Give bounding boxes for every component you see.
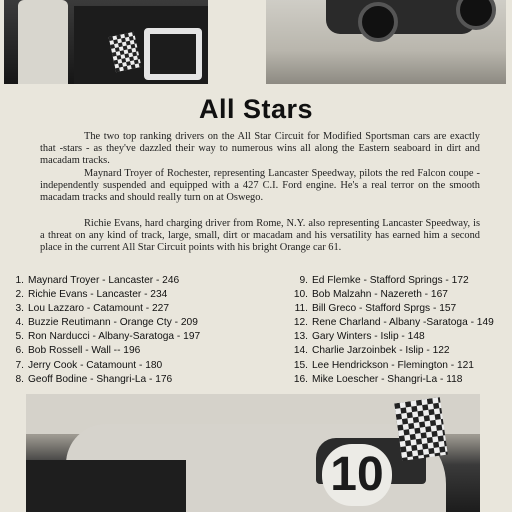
standings-row: 5. Ron Narducci - Albany-Saratoga - 197: [15, 331, 201, 343]
article-paragraph: Richie Evans, hard charging driver from Rome, N.Y. also representing Lancaster Speedway, is a threat on any kind of track, large, small, dirt or macadam and his versatility has earned him a second place in the current All Star Circuit points with his bright Orange car 61.: [40, 218, 480, 254]
standings-row: 12. Rene Charland - Albany -Saratoga - 149: [293, 317, 494, 329]
standings-row: 7. Jerry Cook - Catamount - 180: [15, 359, 163, 371]
standings-column-left: [8, 274, 270, 387]
standings-row: 4. Buzzie Reutimann - Orange Cty - 209: [15, 317, 198, 329]
standings-row: 15. Lee Hendrickson - Flemington - 121: [293, 359, 474, 371]
photo-sprint-car: [266, 0, 506, 84]
car-number: 10: [322, 444, 392, 506]
standings-column-right: [290, 274, 512, 387]
standings-row: 13. Gary Winters - Islip - 148: [293, 331, 425, 343]
standings-row: 8. Geoff Bodine - Shangri-La - 176: [15, 373, 173, 385]
checkered-flag: [394, 397, 448, 461]
exposed-engine: [26, 460, 186, 512]
photo-coupe-race-car: [26, 394, 480, 512]
page-title: All Stars: [198, 94, 314, 124]
standings-row: 2. Richie Evans - Lancaster - 234: [15, 289, 168, 301]
standings-row: 10. Bob Malzahn - Nazereth - 167: [293, 289, 448, 301]
article-paragraph: The two top ranking drivers on the All Star Circuit for Modified Sportsman cars are exactly that -stars - as they've dazzled their way to numerous wins all along the Eastern seaboard in dirt and macadam tracks.: [40, 131, 480, 167]
standings-row: 16. Mike Loescher - Shangri-La - 118: [293, 373, 463, 385]
car-wheel: [358, 2, 398, 42]
car-number-panel: [144, 28, 202, 80]
sprint-car-body: [326, 0, 476, 34]
driver-figure: [18, 0, 68, 84]
standings-row: 3. Lou Lazzaro - Catamount - 227: [15, 303, 170, 315]
standings-row: 1. Maynard Troyer - Lancaster - 246: [15, 275, 180, 286]
article-paragraph: Maynard Troyer of Rochester, representing Lancaster Speedway, pilots the red Falcon coupe - independently suspended and equipped with a 427 C.I. Ford engine. He's a real terror on the smooth macadam tracks and should really turn on at Oswego.: [40, 168, 480, 204]
standings-row: 14. Charlie Jarzoinbek - Islip - 122: [293, 345, 450, 357]
photo-driver-and-car: [4, 0, 208, 84]
standings-row: 9. Ed Flemke - Stafford Springs - 172: [299, 275, 469, 286]
standings-row: 6. Bob Rossell - Wall -- 196: [15, 345, 141, 357]
standings-row: 11. Bill Greco - Stafford Sprgs - 157: [294, 303, 457, 315]
